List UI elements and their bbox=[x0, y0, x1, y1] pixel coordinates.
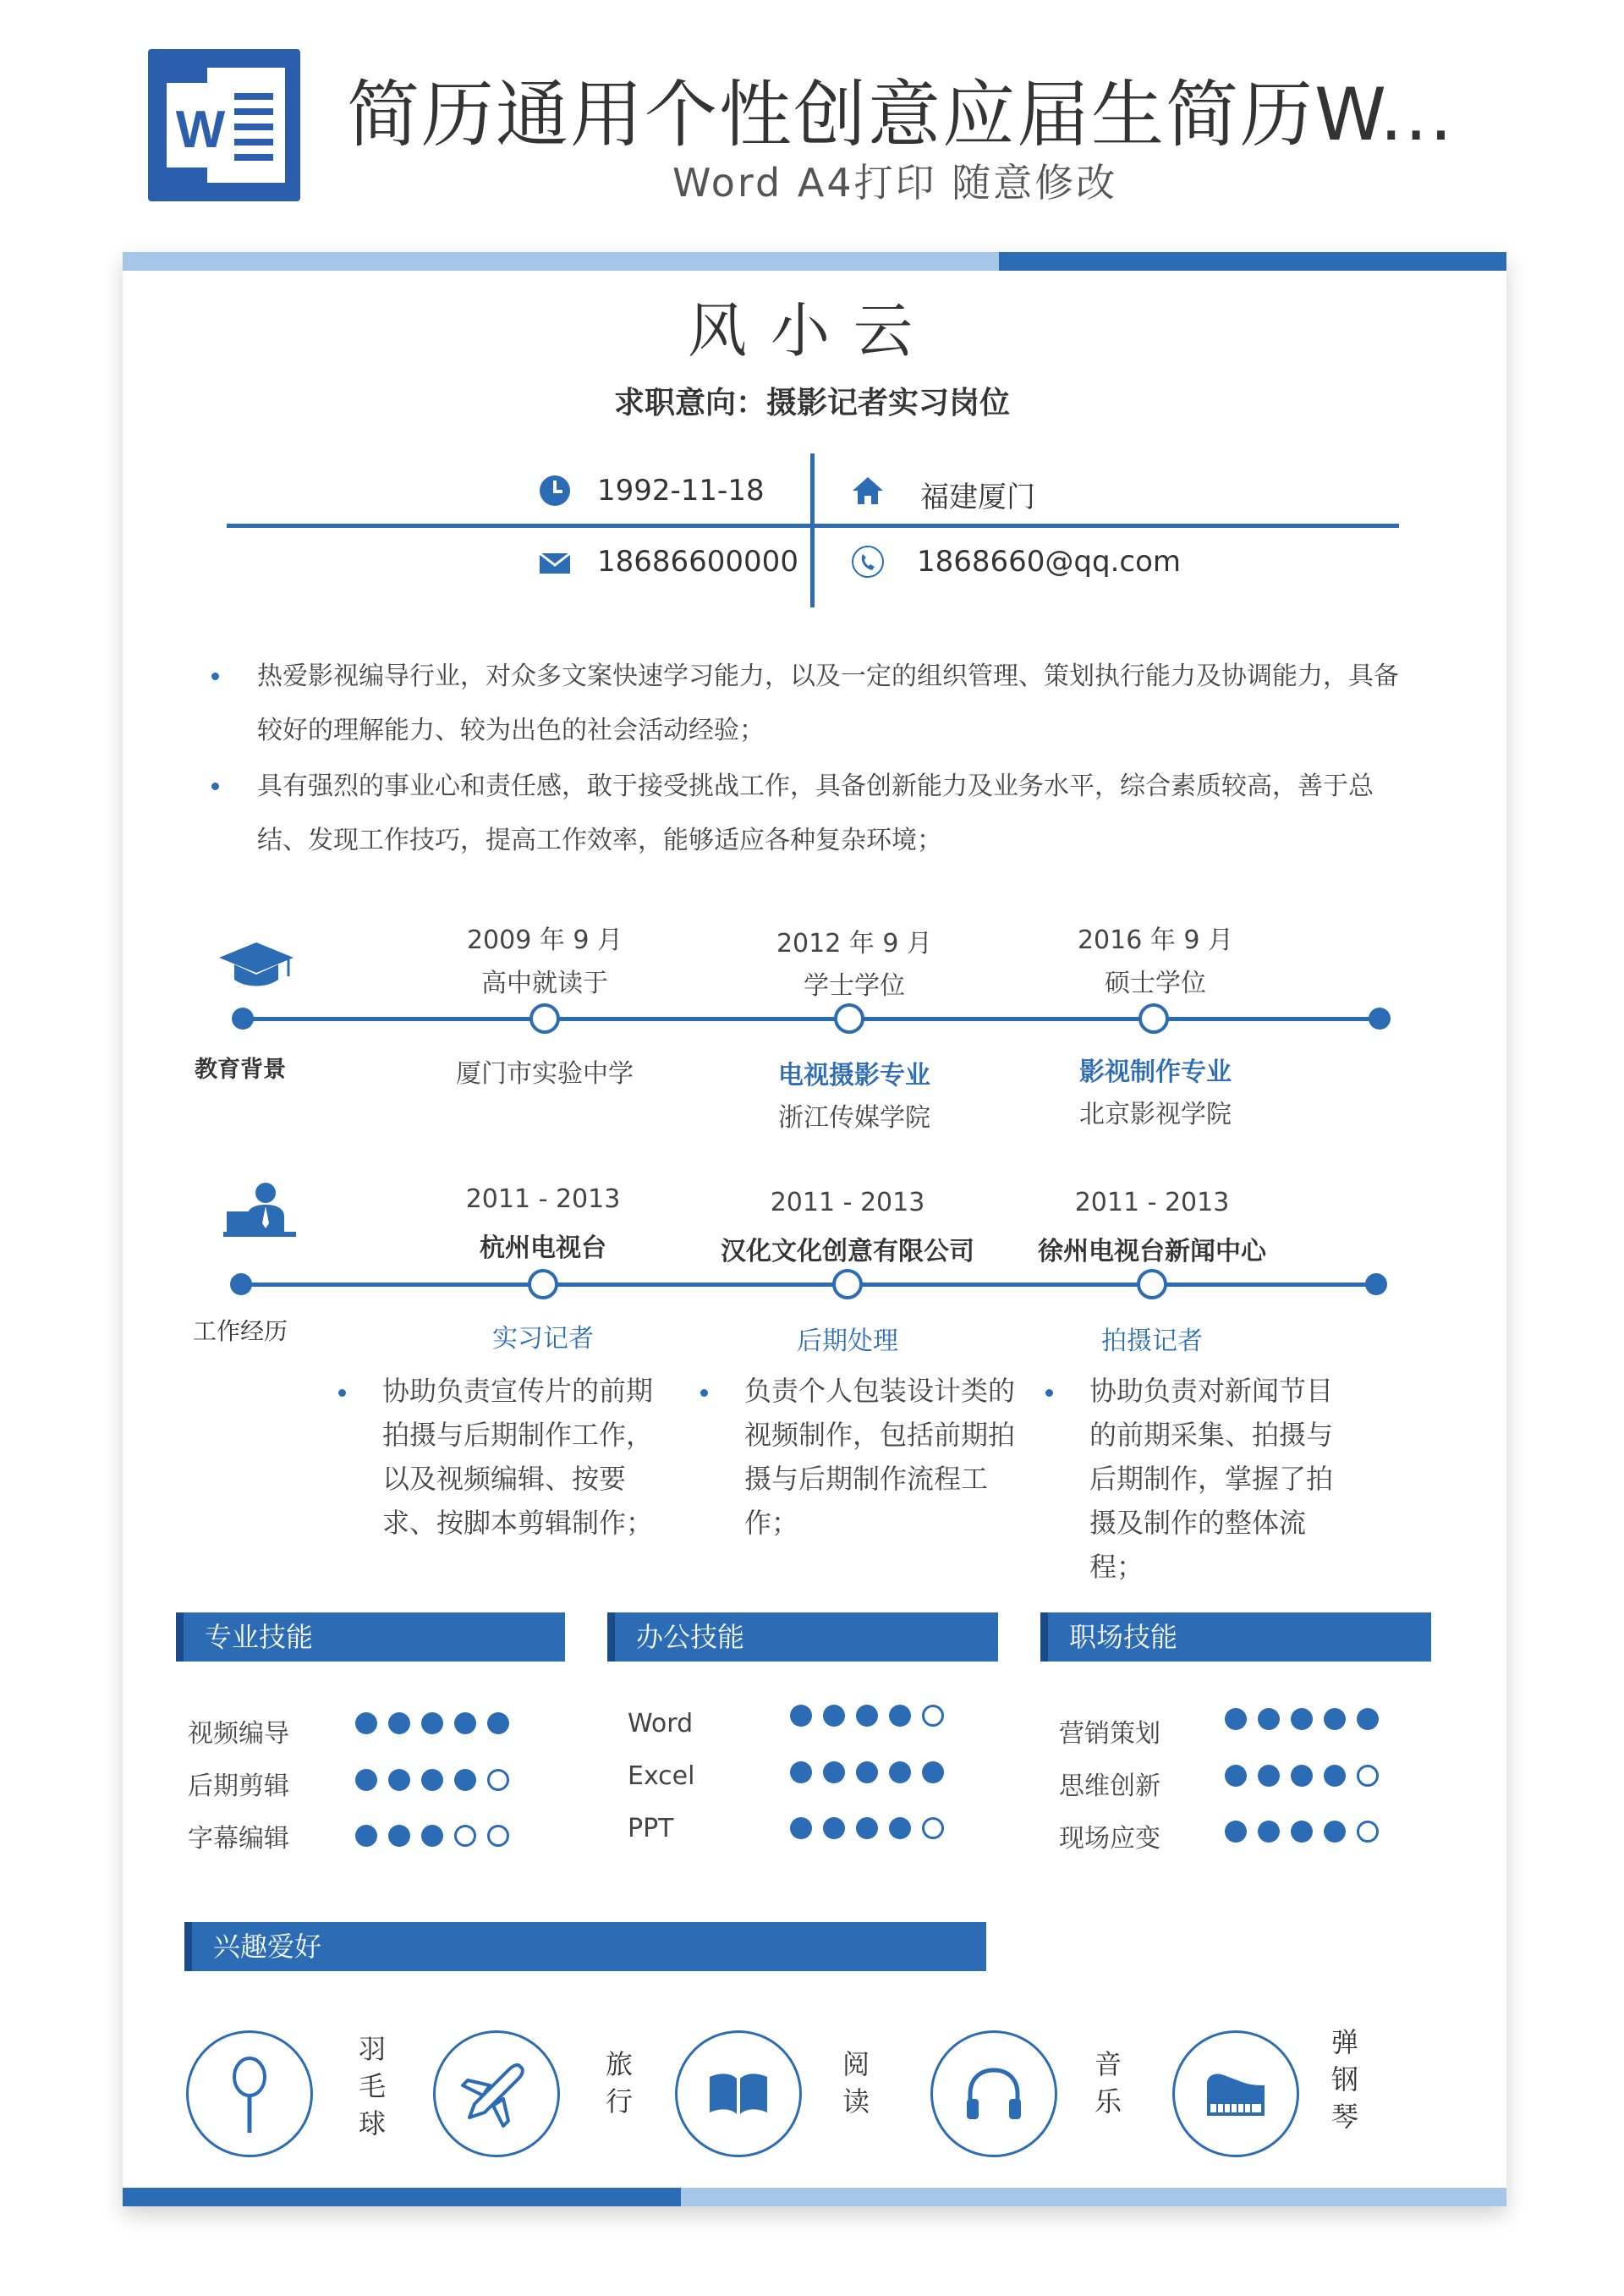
timeline-node bbox=[832, 1269, 863, 1299]
skill-name: 字幕编辑 bbox=[188, 1824, 289, 1854]
timeline-start bbox=[232, 1008, 254, 1030]
resume-name: 风小云 bbox=[688, 296, 936, 365]
timeline-end bbox=[1369, 1008, 1391, 1030]
headphones-icon bbox=[933, 2033, 1055, 2155]
contact-divider-v bbox=[810, 453, 815, 607]
edu-degree: 硕士学位 bbox=[1105, 969, 1206, 998]
rating-dot-filled bbox=[823, 1705, 845, 1727]
birth-date: 1992-11-18 bbox=[597, 474, 765, 508]
work-period: 2011 - 2013 bbox=[465, 1184, 621, 1214]
bottom-bar-dark bbox=[123, 2188, 681, 2206]
edu-date: 2012 年 9 月 bbox=[776, 929, 933, 958]
edu-degree: 高中就读于 bbox=[481, 969, 608, 998]
hobbies-header: 兴趣爱好 bbox=[184, 1922, 986, 1971]
education-label: 教育背景 bbox=[195, 1057, 286, 1083]
work-company: 汉化文化创意有限公司 bbox=[721, 1237, 974, 1266]
skill-name: Word bbox=[628, 1709, 694, 1738]
hobby-label: 弹 钢 琴 bbox=[1330, 2026, 1358, 2133]
rating-dot-filled bbox=[1291, 1708, 1313, 1730]
hobby-label: 音 乐 bbox=[1094, 2048, 1122, 2117]
summary-item: 具有强烈的事业心和责任感，敢于接受挑战工作，具备创新能力及业务水平，综合素质较高，善于总结、发现工作技巧，提高工作效率，能够适应各种复杂环境； bbox=[257, 772, 1374, 855]
rating-dot-filled bbox=[856, 1761, 878, 1783]
rating-dot-empty bbox=[1357, 1821, 1379, 1843]
rating-dot-filled bbox=[1357, 1708, 1379, 1730]
rating-dot-filled bbox=[1258, 1708, 1280, 1730]
hobby-circle bbox=[930, 2030, 1057, 2157]
education-timeline bbox=[242, 1017, 1380, 1021]
skill-name: 营销策划 bbox=[1059, 1719, 1160, 1749]
location: 福建厦门 bbox=[920, 481, 1035, 514]
skill-rating bbox=[1225, 1708, 1390, 1733]
bottom-bar-light bbox=[681, 2188, 1506, 2206]
rating-dot-filled bbox=[823, 1817, 845, 1839]
document-subtitle: Word A4打印 随意修改 bbox=[672, 160, 1118, 206]
rating-dot-filled bbox=[1291, 1821, 1313, 1843]
edu-school: 浙江传媒学院 bbox=[778, 1103, 930, 1133]
work-role: 实习记者 bbox=[492, 1324, 594, 1354]
skill-rating bbox=[355, 1769, 520, 1794]
work-desc: 负责个人包装设计类的视频制作，包括前期拍摄与后期制作流程工作； bbox=[744, 1375, 1016, 1539]
work-desc: 协助负责宣传片的前期拍摄与后期制作工作，以及视频编辑、按要求、按脚本剪辑制作； bbox=[382, 1375, 654, 1539]
bullet bbox=[211, 673, 219, 680]
phone-number: 18686600000 bbox=[597, 545, 798, 579]
work-label: 工作经历 bbox=[193, 1317, 288, 1345]
rating-dot-filled bbox=[1225, 1708, 1247, 1730]
work-company: 杭州电视台 bbox=[480, 1233, 606, 1263]
rating-dot-filled bbox=[1258, 1765, 1280, 1787]
mail-icon bbox=[538, 547, 572, 580]
timeline-node bbox=[834, 1003, 864, 1034]
rating-dot-filled bbox=[1225, 1821, 1247, 1843]
worker-icon bbox=[222, 1181, 298, 1247]
rating-dot-filled bbox=[355, 1825, 377, 1847]
top-bar-dark bbox=[999, 252, 1506, 271]
timeline-node bbox=[1137, 1269, 1167, 1299]
rating-dot-empty bbox=[1357, 1765, 1379, 1787]
work-timeline bbox=[240, 1283, 1377, 1287]
edu-school: 厦门市实验中学 bbox=[456, 1059, 634, 1089]
skill-name: PPT bbox=[628, 1814, 674, 1843]
rating-dot-filled bbox=[421, 1825, 443, 1847]
timeline-node bbox=[529, 1003, 560, 1034]
skill-header: 办公技能 bbox=[607, 1612, 998, 1662]
rating-dot-filled bbox=[1324, 1708, 1346, 1730]
bullet bbox=[1045, 1389, 1053, 1397]
skill-header: 专业技能 bbox=[176, 1612, 565, 1662]
email: 1868660@qq.com bbox=[917, 545, 1182, 579]
summary-item: 热爱影视编导行业，对众多文案快速学习能力，以及一定的组织管理、策划执行能力及协调能力，具备较好的理解能力、较为出色的社会活动经验； bbox=[257, 662, 1399, 745]
work-role: 拍摄记者 bbox=[1101, 1327, 1203, 1356]
rating-dot-filled bbox=[889, 1761, 911, 1783]
hobby-label: 阅 读 bbox=[842, 2048, 870, 2117]
rating-dot-filled bbox=[1291, 1765, 1313, 1787]
work-desc: 协助负责对新闻节目的前期采集、拍摄与后期制作，掌握了拍摄及制作的整体流程； bbox=[1089, 1375, 1334, 1583]
timeline-start bbox=[230, 1273, 252, 1295]
rating-dot-filled bbox=[388, 1712, 410, 1734]
skill-rating bbox=[355, 1712, 520, 1738]
skill-rating bbox=[1225, 1821, 1390, 1846]
badminton-icon bbox=[189, 2033, 310, 2155]
rating-dot-empty bbox=[454, 1825, 476, 1847]
rating-dot-filled bbox=[421, 1712, 443, 1734]
work-period: 2011 - 2013 bbox=[770, 1188, 925, 1217]
hobby-circle bbox=[675, 2030, 802, 2157]
document-title: 简历通用个性创意应届生简历W... bbox=[347, 73, 1455, 157]
rating-dot-filled bbox=[388, 1825, 410, 1847]
work-role: 后期处理 bbox=[797, 1327, 898, 1356]
edu-degree: 学士学位 bbox=[804, 971, 905, 1001]
top-bar-light bbox=[123, 252, 999, 271]
skill-rating bbox=[790, 1761, 955, 1787]
rating-dot-filled bbox=[454, 1712, 476, 1734]
home-icon bbox=[851, 474, 885, 508]
hobby-circle bbox=[186, 2030, 313, 2157]
skill-rating bbox=[1225, 1765, 1390, 1790]
rating-dot-filled bbox=[1324, 1765, 1346, 1787]
rating-dot-empty bbox=[922, 1705, 944, 1727]
edu-school: 北京影视学院 bbox=[1079, 1100, 1232, 1129]
skill-name: 后期剪辑 bbox=[188, 1771, 289, 1801]
edu-date: 2009 年 9 月 bbox=[466, 926, 623, 955]
rating-dot-filled bbox=[790, 1761, 812, 1783]
rating-dot-filled bbox=[889, 1705, 911, 1727]
hobby-label: 旅 行 bbox=[605, 2048, 633, 2117]
timeline-node bbox=[1138, 1003, 1169, 1034]
resume-page bbox=[123, 252, 1506, 2206]
rating-dot-empty bbox=[487, 1825, 509, 1847]
skill-rating bbox=[790, 1817, 955, 1843]
svg-text:W: W bbox=[175, 101, 226, 159]
rating-dot-filled bbox=[856, 1705, 878, 1727]
skill-name: 思维创新 bbox=[1059, 1771, 1160, 1801]
book-icon bbox=[678, 2033, 799, 2155]
rating-dot-filled bbox=[790, 1817, 812, 1839]
rating-dot-empty bbox=[922, 1817, 944, 1839]
piano-icon bbox=[1175, 2033, 1297, 2155]
graduation-cap-icon bbox=[216, 939, 297, 997]
skill-name: 现场应变 bbox=[1059, 1824, 1160, 1854]
hobby-circle bbox=[433, 2030, 560, 2157]
work-period: 2011 - 2013 bbox=[1074, 1188, 1230, 1217]
edu-date: 2016 年 9 月 bbox=[1077, 926, 1234, 955]
skill-header: 职场技能 bbox=[1040, 1612, 1431, 1662]
bullet bbox=[211, 783, 219, 790]
phone-icon bbox=[851, 545, 885, 579]
timeline-end bbox=[1365, 1273, 1387, 1295]
job-intent: 求职意向：摄影记者实习岗位 bbox=[613, 386, 1010, 420]
rating-dot-filled bbox=[355, 1769, 377, 1791]
rating-dot-filled bbox=[922, 1761, 944, 1783]
edu-major: 影视制作专业 bbox=[1079, 1057, 1232, 1087]
skill-rating bbox=[790, 1705, 955, 1730]
rating-dot-filled bbox=[355, 1712, 377, 1734]
edu-major: 电视摄影专业 bbox=[778, 1061, 930, 1090]
airplane-icon bbox=[436, 2033, 557, 2155]
bullet bbox=[338, 1389, 346, 1397]
rating-dot-empty bbox=[487, 1769, 509, 1791]
hobby-circle bbox=[1172, 2030, 1299, 2157]
word-logo bbox=[148, 49, 300, 201]
rating-dot-filled bbox=[823, 1761, 845, 1783]
clock-icon bbox=[538, 474, 572, 508]
rating-dot-filled bbox=[856, 1817, 878, 1839]
rating-dot-filled bbox=[487, 1712, 509, 1734]
work-company: 徐州电视台新闻中心 bbox=[1038, 1237, 1266, 1266]
rating-dot-filled bbox=[421, 1769, 443, 1791]
rating-dot-filled bbox=[1324, 1821, 1346, 1843]
rating-dot-filled bbox=[1225, 1765, 1247, 1787]
rating-dot-filled bbox=[790, 1705, 812, 1727]
skill-name: Excel bbox=[628, 1761, 695, 1791]
skill-name: 视频编导 bbox=[188, 1719, 289, 1749]
bullet bbox=[700, 1389, 708, 1397]
rating-dot-filled bbox=[454, 1769, 476, 1791]
rating-dot-filled bbox=[1258, 1821, 1280, 1843]
skill-rating bbox=[355, 1825, 520, 1850]
rating-dot-filled bbox=[889, 1817, 911, 1839]
timeline-node bbox=[528, 1269, 558, 1299]
hobby-label: 羽 毛 球 bbox=[358, 2033, 386, 2139]
rating-dot-filled bbox=[388, 1769, 410, 1791]
